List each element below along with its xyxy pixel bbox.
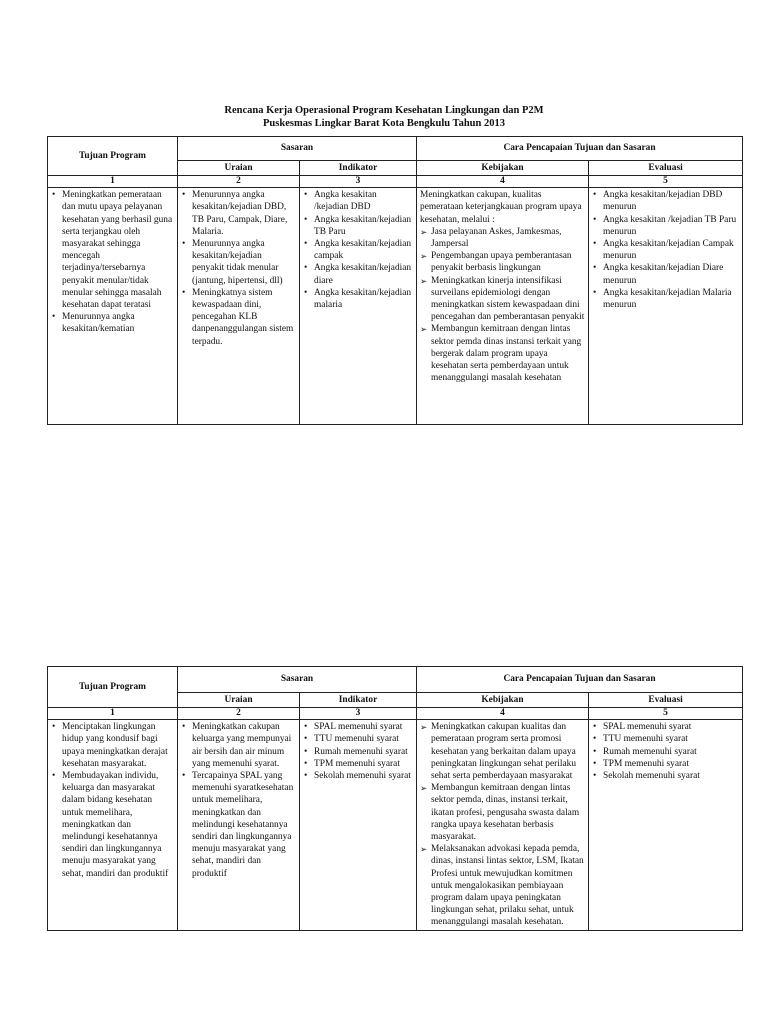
col-number-3: 3 xyxy=(300,176,417,188)
cell-indikator xyxy=(300,720,417,930)
list-item: • Angka kesakitan/kejadian Diare menurun xyxy=(592,262,739,286)
cell-evaluasi xyxy=(589,188,743,425)
cell-kebijakan xyxy=(417,188,589,425)
list-item: • Membudayakan individu, keluarga dan masyarakat dalam bidang kesehatan untuk memelihara, meningkatkan dan melindungi kesehatannya sendiri dan lingkungannya menuju masyarakat yang sehat, mandiri dan produktif xyxy=(51,770,174,880)
list-item: • Angka kesakitan/kejadian DBD menurun xyxy=(592,189,739,213)
col-number-2: 2 xyxy=(178,176,300,188)
plan-table-2 xyxy=(47,666,743,931)
list-item: • TTU memenuhi syarat xyxy=(303,733,413,745)
list-item: ➢ Melaksanakan advokasi kepada pemda, dinas, instansi lintas sektor, LSM, Ikatan Profesi untuk mewujudkan komitmen untuk mengalokasikan pembiayaan program dalam upaya peningkatan lingkungan sehat, prilaku sehat, untuk menanggulangi masalah kesehatan. xyxy=(420,843,585,928)
header-evaluasi: Evaluasi xyxy=(589,693,743,708)
list-item: • TPM memenuhi syarat xyxy=(303,758,413,770)
header-sasaran: Sasaran xyxy=(178,137,417,161)
list-item: • Tercapainya SPAL yang memenuhi syaratkesehatan untuk memelihara, meningkatkan dan melindungi kesehatannya sendiri dan lingkungannya menuju masyarakat yang sehat, mandiri dan produktif xyxy=(181,770,296,880)
list-item: • Sekolah memenuhi syarat xyxy=(592,770,739,782)
document-title: Rencana Kerja Operasional Program Kesehatan Lingkungan dan P2M xyxy=(224,105,544,116)
header-uraian: Uraian xyxy=(178,161,300,176)
list-item: • TTU memenuhi syarat xyxy=(592,733,739,745)
col-number-5: 5 xyxy=(589,176,743,188)
list-item: • Menurunnya angka kesakitan/kematian xyxy=(51,311,174,335)
col-number-4: 4 xyxy=(417,176,589,188)
cell-tujuan xyxy=(48,188,178,425)
header-sasaran: Sasaran xyxy=(178,667,417,693)
list-item: • SPAL memenuhi syarat xyxy=(303,721,413,733)
cell-uraian xyxy=(178,720,300,930)
list-item: • Meningkatkan cakupan keluarga yang mempunyai air bersih dan air minum yang memenuhi syarat. xyxy=(181,721,296,770)
cell-indikator xyxy=(300,188,417,425)
list-item: ➢ Membangun kemitraan dengan lintas sektor pemda dinas instansi terkait yang bergerak dalam program upaya kesehatan serta pemberdayaan untuk menanggulangi masalah kesehatan xyxy=(420,323,585,384)
list-item: • Angka kesakitan/kejadian malaria xyxy=(303,287,413,311)
list-item: • Angka kesakitan/kejadian Malaria menurun xyxy=(592,287,739,311)
list-item: ➢ Meningkatkan cakupan kualitas dan pemerataan program serta promosi kesehatan yang berkaitan dalam upaya peningkatan lingkungan sehat perilaku sehat serta pemberdayaan masyarakat xyxy=(420,721,585,782)
list-item: • Angka kesakitan/kejadian TB Paru xyxy=(303,214,413,238)
header-indikator: Indikator xyxy=(300,693,417,708)
cell-uraian xyxy=(178,188,300,425)
list-item: • Rumah memenuhi syarat xyxy=(303,746,413,758)
list-item: • SPAL memenuhi syarat xyxy=(592,721,739,733)
list-item: • Angka kesakitan /kejadian DBD xyxy=(303,189,413,213)
list-item: • Menurunnya angka kesakitan/kejadian penyakit tidak menular (jantung, hipertensi, dll) xyxy=(181,238,296,287)
list-item: • Angka kesakitan/kejadian campak xyxy=(303,238,413,262)
list-item: • Menurunnya angka kesakitan/kejadian DBD, TB Paru, Campak, Diare, Malaria. xyxy=(181,189,296,238)
col-number-4: 4 xyxy=(417,708,589,720)
header-evaluasi: Evaluasi xyxy=(589,161,743,176)
list-item: • Meningkatnya sistem kewaspadaan dini, pencegahan KLB danpenanggulangan sistem terpadu. xyxy=(181,287,296,348)
list-item: ➢ Jasa pelayanan Askes, Jamkesmas, Jampersal xyxy=(420,226,585,250)
list-item: • Menciptakan lingkungan hidup yang kondusif bagi upaya meningkatkan derajat kesehatan masyarakat. xyxy=(51,721,174,770)
col-number-5: 5 xyxy=(589,708,743,720)
col-number-2: 2 xyxy=(178,708,300,720)
list-item: • Angka kesakitan/kejadian Campak menurun xyxy=(592,238,739,262)
list-item: • TPM memenuhi syarat xyxy=(592,758,739,770)
header-tujuan-program: Tujuan Program xyxy=(48,137,178,176)
col-number-1: 1 xyxy=(48,176,178,188)
list-item: ➢ Membangun kemitraan dengan lintas sektor pemda, dinas, instansi terkait, ikatan profesi, pengusaha swasta dalam rangka upaya kesehatan berbasis masyarakat. xyxy=(420,782,585,843)
plan-table-1 xyxy=(47,136,743,425)
list-item: • Angka kesakitan/kejadian diare xyxy=(303,262,413,286)
header-indikator: Indikator xyxy=(300,161,417,176)
list-item: • Rumah memenuhi syarat xyxy=(592,746,739,758)
cell-kebijakan xyxy=(417,720,589,930)
document-subtitle: Puskesmas Lingkar Barat Kota Bengkulu Tahun 2013 xyxy=(263,118,505,129)
cell-tujuan xyxy=(48,720,178,930)
col-number-1: 1 xyxy=(48,708,178,720)
kebijakan-intro: Meningkatkan cakupan, kualitas pemerataan keterjangkauan program upaya kesehatan, melalui : xyxy=(420,190,582,225)
list-item: • Angka kesakitan /kejadian TB Paru menurun xyxy=(592,214,739,238)
list-item: ➢ Pengembangan upaya pemberantasan penyakit berbasis lingkungan xyxy=(420,250,585,274)
list-item: • Sekolah memenuhi syarat xyxy=(303,770,413,782)
header-cara-pencapaian: Cara Pencapaian Tujuan dan Sasaran xyxy=(417,667,743,693)
header-uraian: Uraian xyxy=(178,693,300,708)
header-tujuan-program: Tujuan Program xyxy=(48,667,178,708)
list-item: • Meningkatkan pemerataan dan mutu upaya pelayanan kesehatan yang berhasil guna serta terjangkau oleh masyarakat sehingga mencegah terjadinya/tersebarnya penyakit menular/tidak menular sehingga masalah kesehatan dapat teratasi xyxy=(51,189,174,311)
header-cara-pencapaian: Cara Pencapaian Tujuan dan Sasaran xyxy=(417,137,743,161)
col-number-3: 3 xyxy=(300,708,417,720)
header-kebijakan: Kebijakan xyxy=(417,693,589,708)
cell-evaluasi xyxy=(589,720,743,930)
list-item: ➢ Meningkatkan kinerja intensifikasi surveilans epidemiologi dengan meningkatkan sistem kewaspadaan dini pencegahan dan pemberantasan penyakit xyxy=(420,275,585,324)
header-kebijakan: Kebijakan xyxy=(417,161,589,176)
